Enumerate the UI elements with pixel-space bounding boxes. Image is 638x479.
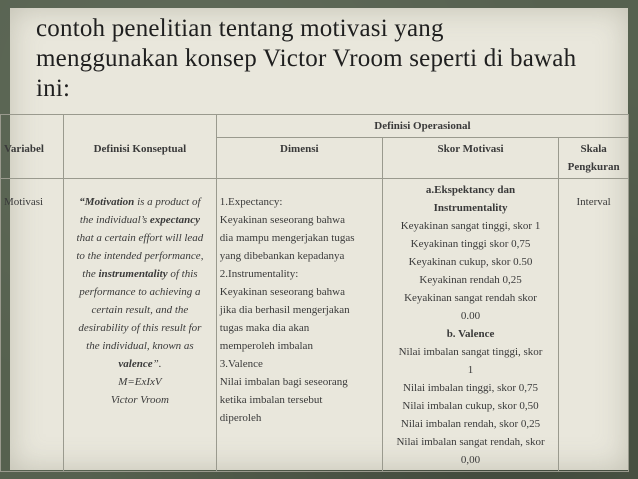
- empty-header-cell: [64, 115, 217, 138]
- dimensi-line: 2.Instrumentality:: [219, 268, 299, 280]
- skor-line: Nilai imbalan sangat tinggi, skor: [398, 346, 543, 358]
- dimensi-line: Nilai imbalan bagi seseorang: [219, 376, 348, 388]
- definition-line: the individual’s expectancy: [79, 214, 200, 226]
- skor-line: Keyakinan sangat tinggi, skor 1: [400, 220, 541, 232]
- author-line: Victor Vroom: [110, 394, 169, 406]
- skor-line: Keyakinan tinggi skor 0,75: [410, 238, 531, 250]
- dimensi-line: 3.Valence: [219, 358, 263, 370]
- skor-line: Nilai imbalan rendah, skor 0,25: [400, 418, 541, 430]
- skor-heading: Instrumentality: [433, 202, 508, 214]
- dimensi-line: yang dibebankan kepadanya: [219, 250, 345, 262]
- dimensi-line: Keyakinan seseorang bahwa: [219, 214, 346, 226]
- definition-line: valence”.: [118, 358, 162, 370]
- dimensi-line: Keyakinan seseorang bahwa: [219, 286, 346, 298]
- skor-line: Nilai imbalan tinggi, skor 0,75: [403, 382, 539, 394]
- title-line: menggunakan konsep Victor Vroom seperti di bawah: [36, 45, 577, 72]
- header-skala-pengukuran: [559, 138, 629, 179]
- skor-line: Keyakinan rendah 0,25: [419, 274, 522, 286]
- skor-line: Keyakinan sangat rendah skor: [404, 292, 537, 304]
- skor-line: Keyakinan cukup, skor 0.50: [408, 256, 533, 268]
- definition-line: that a certain effort will lead: [76, 232, 204, 244]
- definition-line: to the intended performance,: [76, 250, 204, 262]
- header-variabel: Variabel: [1, 138, 64, 179]
- slide-title: [36, 14, 616, 104]
- definition-line: “Motivation is a product of: [79, 196, 201, 208]
- cell-definisi-konseptual: [64, 179, 217, 472]
- definition-line: performance to achieving a: [79, 286, 201, 298]
- skala-value: Interval: [576, 196, 611, 208]
- group-header-definisi-operasional: Definisi Operasional: [216, 115, 628, 138]
- header-dimensi: Dimensi: [216, 138, 382, 179]
- variabel-value: Motivasi: [4, 196, 44, 208]
- definition-line: the instrumentality of this: [82, 268, 198, 280]
- cell-skor-motivasi: [382, 179, 558, 472]
- header-skala-line: Skala: [580, 143, 607, 155]
- skor-line: 0,00: [460, 454, 481, 466]
- dimensi-line: diperoleh: [219, 412, 262, 424]
- formula-line: M=ExIxV: [118, 376, 162, 388]
- empty-header-cell: [1, 115, 64, 138]
- definition-line: desirability of this result for: [78, 322, 202, 334]
- dimensi-line: dia mampu mengerjakan tugas: [219, 232, 355, 244]
- header-skor-motivasi: Skor Motivasi: [382, 138, 558, 179]
- skor-line: 1: [467, 364, 474, 376]
- dimensi-line: memperoleh imbalan: [219, 340, 313, 352]
- skor-heading: b. Valence: [446, 328, 495, 340]
- dimensi-line: ketika imbalan tersebut: [219, 394, 323, 406]
- header-skala-line: Pengkuran: [567, 161, 620, 173]
- table-row: [1, 179, 629, 472]
- definition-line: the individual, known as: [86, 340, 194, 352]
- dimensi-line: 1.Expectancy:: [219, 196, 283, 208]
- skor-heading: a.Ekspektancy dan: [425, 184, 516, 196]
- skor-line: Nilai imbalan cukup, skor 0,50: [402, 400, 539, 412]
- table-group-header-row: [1, 115, 629, 138]
- dimensi-line: jika dia berhasil mengerjakan: [219, 304, 350, 316]
- dimensi-line: tugas maka dia akan: [219, 322, 310, 334]
- cell-skala: [559, 179, 629, 472]
- title-line: ini:: [36, 75, 71, 102]
- skor-line: 0.00: [460, 310, 481, 322]
- header-definisi-konseptual: Definisi Konseptual: [64, 138, 217, 179]
- skor-line: Nilai imbalan sangat rendah, skor: [396, 436, 545, 448]
- definition-line: certain result, and the: [91, 304, 189, 316]
- cell-variabel: [1, 179, 64, 472]
- cell-dimensi: [216, 179, 382, 472]
- title-line: contoh penelitian tentang motivasi yang: [36, 15, 444, 42]
- operational-definition-table: [0, 114, 629, 472]
- table-header-row: [1, 138, 629, 179]
